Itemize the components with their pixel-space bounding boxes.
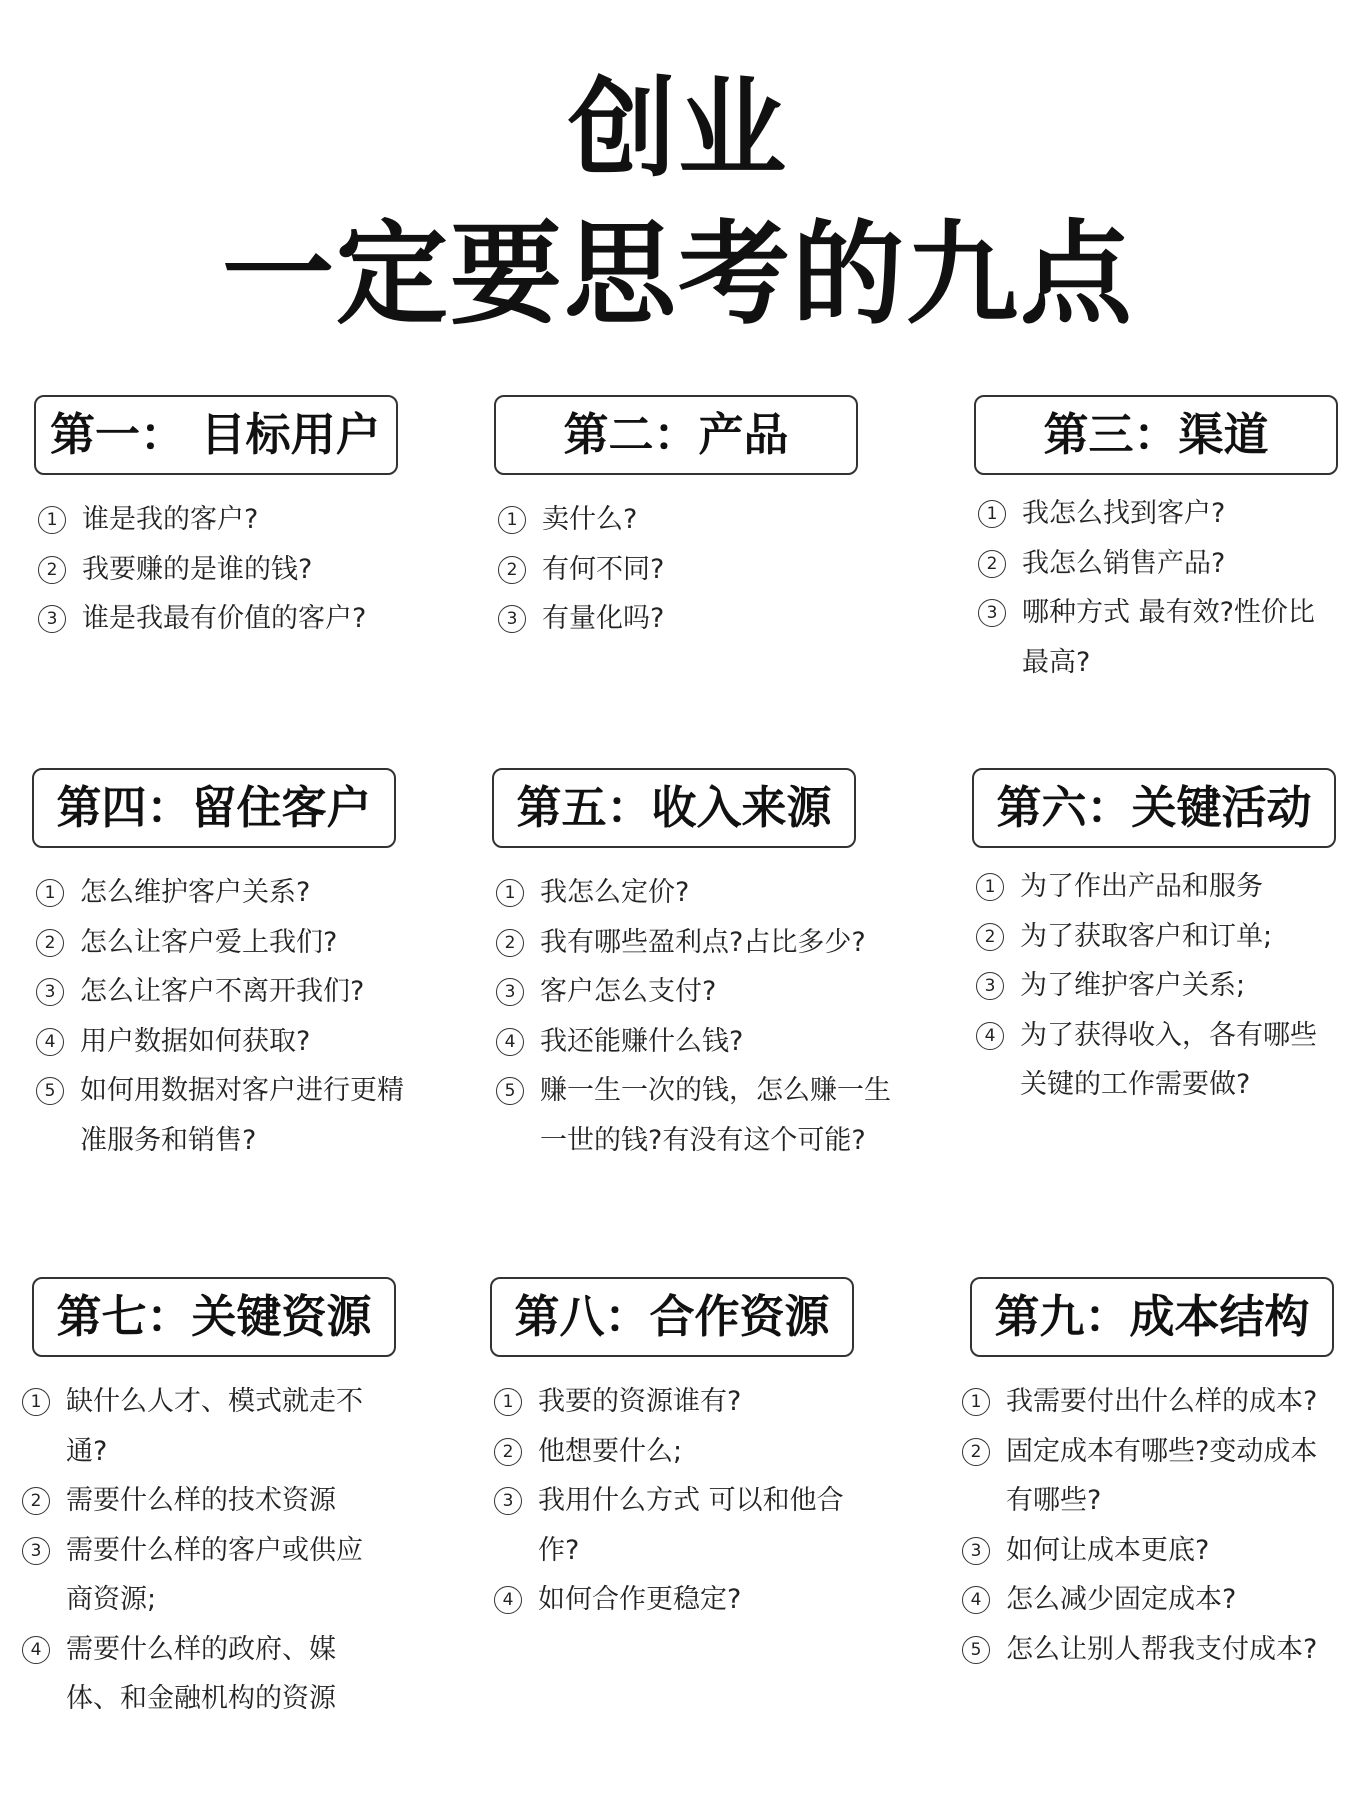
- circled-number: 3: [962, 1537, 990, 1565]
- list-item: [958, 1526, 1343, 1576]
- circled-number: 2: [962, 1438, 990, 1466]
- item-text: 如何合作更稳定?: [538, 1584, 742, 1615]
- circled-number: 5: [36, 1077, 64, 1105]
- main-title-line2: 一定要思考的九点: [222, 210, 1134, 340]
- list-item: [18, 1625, 383, 1724]
- list-item: [492, 868, 902, 918]
- item-text: 他想要什么;: [538, 1435, 683, 1467]
- circled-number: 4: [36, 1028, 64, 1056]
- item-text: 谁是我最有价值的客户?: [82, 603, 367, 634]
- list-item: [32, 868, 412, 918]
- circled-number: 2: [498, 556, 526, 584]
- main-title-line1: 创业: [567, 67, 788, 192]
- section-title: 第九：成本结构: [970, 1277, 1334, 1357]
- section-key-activities: [972, 768, 1356, 1110]
- section-channels: [974, 395, 1356, 687]
- list-item: [32, 967, 412, 1017]
- item-text: 我还能赚什么钱?: [540, 1025, 744, 1057]
- list-item: [492, 918, 902, 968]
- list-item: [18, 1526, 383, 1625]
- item-text: 如何让成本更底?: [1006, 1534, 1210, 1566]
- circled-number: 1: [36, 879, 64, 907]
- list-item: [494, 495, 894, 545]
- item-text: 我怎么销售产品?: [1022, 547, 1226, 579]
- item-text: 我需要付出什么样的成本?: [1006, 1386, 1318, 1417]
- list-item: [974, 489, 1334, 539]
- circled-number: 2: [38, 556, 66, 584]
- item-text: 有量化吗?: [542, 603, 665, 634]
- item-text: 缺什么人才、模式就走不通?: [66, 1386, 363, 1467]
- item-text: 需要什么样的技术资源: [66, 1485, 336, 1516]
- circled-number: 4: [962, 1586, 990, 1614]
- circled-number: 3: [498, 605, 526, 633]
- section-title: 第八：合作资源: [490, 1277, 854, 1357]
- section-title: 第四：留住客户: [32, 768, 396, 848]
- item-text: 有何不同?: [542, 553, 665, 585]
- list-item: [972, 912, 1332, 962]
- circled-number: 3: [38, 605, 66, 633]
- list-item: [490, 1476, 860, 1575]
- list-item: [494, 545, 894, 595]
- item-text: 怎么让别人帮我支付成本?: [1006, 1633, 1318, 1665]
- circled-number: 4: [496, 1028, 524, 1056]
- section-target-users: [34, 395, 434, 644]
- circled-number: 3: [494, 1487, 522, 1515]
- list-item: [32, 1017, 412, 1067]
- list-item: [490, 1427, 860, 1477]
- circled-number: 3: [22, 1537, 50, 1565]
- item-text: 赚一生一次的钱，怎么赚一生一世的钱?有没有这个可能?: [540, 1075, 891, 1156]
- item-text: 我要的资源谁有?: [538, 1386, 742, 1417]
- item-text: 需要什么样的客户或供应商资源;: [66, 1534, 363, 1615]
- section-title: 第一： 目标用户: [34, 395, 398, 475]
- item-text: 我怎么找到客户?: [1022, 498, 1226, 529]
- circled-number: 1: [962, 1388, 990, 1416]
- item-text: 我有哪些盈利点?占比多少?: [540, 926, 866, 958]
- circled-number: 2: [36, 929, 64, 957]
- item-text: 用户数据如何获取?: [80, 1025, 311, 1057]
- item-text: 固定成本有哪些?变动成本有哪些?: [1006, 1435, 1318, 1516]
- circled-number: 5: [962, 1636, 990, 1664]
- circled-number: 1: [978, 500, 1006, 528]
- circled-number: 1: [496, 879, 524, 907]
- circled-number: 2: [22, 1487, 50, 1515]
- list-item: [972, 1011, 1332, 1110]
- circled-number: 1: [494, 1388, 522, 1416]
- section-key-resources: [18, 1277, 418, 1724]
- list-item: [490, 1377, 860, 1427]
- section-cost-structure: [958, 1277, 1356, 1674]
- circled-number: 5: [496, 1077, 524, 1105]
- item-text: 为了获取客户和订单;: [1020, 920, 1273, 952]
- circled-number: 2: [976, 923, 1004, 951]
- list-item: [32, 1066, 412, 1165]
- circled-number: 3: [36, 978, 64, 1006]
- circled-number: 1: [38, 506, 66, 534]
- circled-number: 4: [22, 1636, 50, 1664]
- list-item: [494, 594, 894, 644]
- circled-number: 1: [498, 506, 526, 534]
- section-title: 第三：渠道: [974, 395, 1338, 475]
- section-title: 第二：产品: [494, 395, 858, 475]
- section-partner-resources: [490, 1277, 890, 1625]
- circled-number: 2: [978, 550, 1006, 578]
- circled-number: 2: [496, 929, 524, 957]
- item-text: 怎么减少固定成本?: [1006, 1584, 1237, 1615]
- list-item: [974, 539, 1334, 589]
- circled-number: 3: [496, 978, 524, 1006]
- list-item: [958, 1427, 1343, 1526]
- item-text: 怎么让客户不离开我们?: [80, 976, 365, 1007]
- circled-number: 4: [976, 1022, 1004, 1050]
- item-text: 怎么维护客户关系?: [80, 877, 311, 908]
- item-text: 我怎么定价?: [540, 877, 690, 908]
- section-title: 第七：关键资源: [32, 1277, 396, 1357]
- list-item: [32, 918, 412, 968]
- item-text: 怎么让客户爱上我们?: [80, 926, 338, 958]
- circled-number: 3: [976, 972, 1004, 1000]
- list-item: [18, 1377, 383, 1476]
- item-text: 为了维护客户关系;: [1020, 970, 1246, 1001]
- list-item: [972, 961, 1332, 1011]
- circled-number: 3: [978, 599, 1006, 627]
- list-item: [958, 1625, 1343, 1675]
- item-text: 哪种方式 最有效?性价比最高?: [1022, 597, 1315, 678]
- list-item: [972, 862, 1332, 912]
- item-text: 需要什么样的政府、媒体、和金融机构的资源: [66, 1633, 336, 1714]
- circled-number: 2: [494, 1438, 522, 1466]
- item-text: 为了作出产品和服务: [1020, 871, 1263, 902]
- list-item: [490, 1575, 860, 1625]
- list-item: [492, 967, 902, 1017]
- item-text: 谁是我的客户?: [82, 504, 259, 535]
- item-text: 卖什么?: [542, 504, 638, 535]
- section-title: 第五：收入来源: [492, 768, 856, 848]
- item-text: 客户怎么支付?: [540, 976, 717, 1007]
- item-text: 我用什么方式 可以和他合作?: [538, 1485, 844, 1566]
- section-product: [494, 395, 894, 644]
- item-text: 如何用数据对客户进行更精准服务和销售?: [80, 1075, 404, 1156]
- section-title: 第六：关键活动: [972, 768, 1336, 848]
- item-text: 我要赚的是谁的钱?: [82, 553, 313, 585]
- list-item: [18, 1476, 383, 1526]
- list-item: [34, 594, 394, 644]
- section-retain-customers: [32, 768, 432, 1165]
- circled-number: 1: [976, 873, 1004, 901]
- list-item: [34, 545, 394, 595]
- list-item: [492, 1017, 902, 1067]
- list-item: [974, 588, 1334, 687]
- list-item: [958, 1575, 1343, 1625]
- circled-number: 1: [22, 1388, 50, 1416]
- list-item: [34, 495, 394, 545]
- list-item: [958, 1377, 1343, 1427]
- circled-number: 4: [494, 1586, 522, 1614]
- list-item: [492, 1066, 902, 1165]
- item-text: 为了获得收入，各有哪些关键的工作需要做?: [1020, 1019, 1317, 1100]
- section-revenue-streams: [492, 768, 892, 1165]
